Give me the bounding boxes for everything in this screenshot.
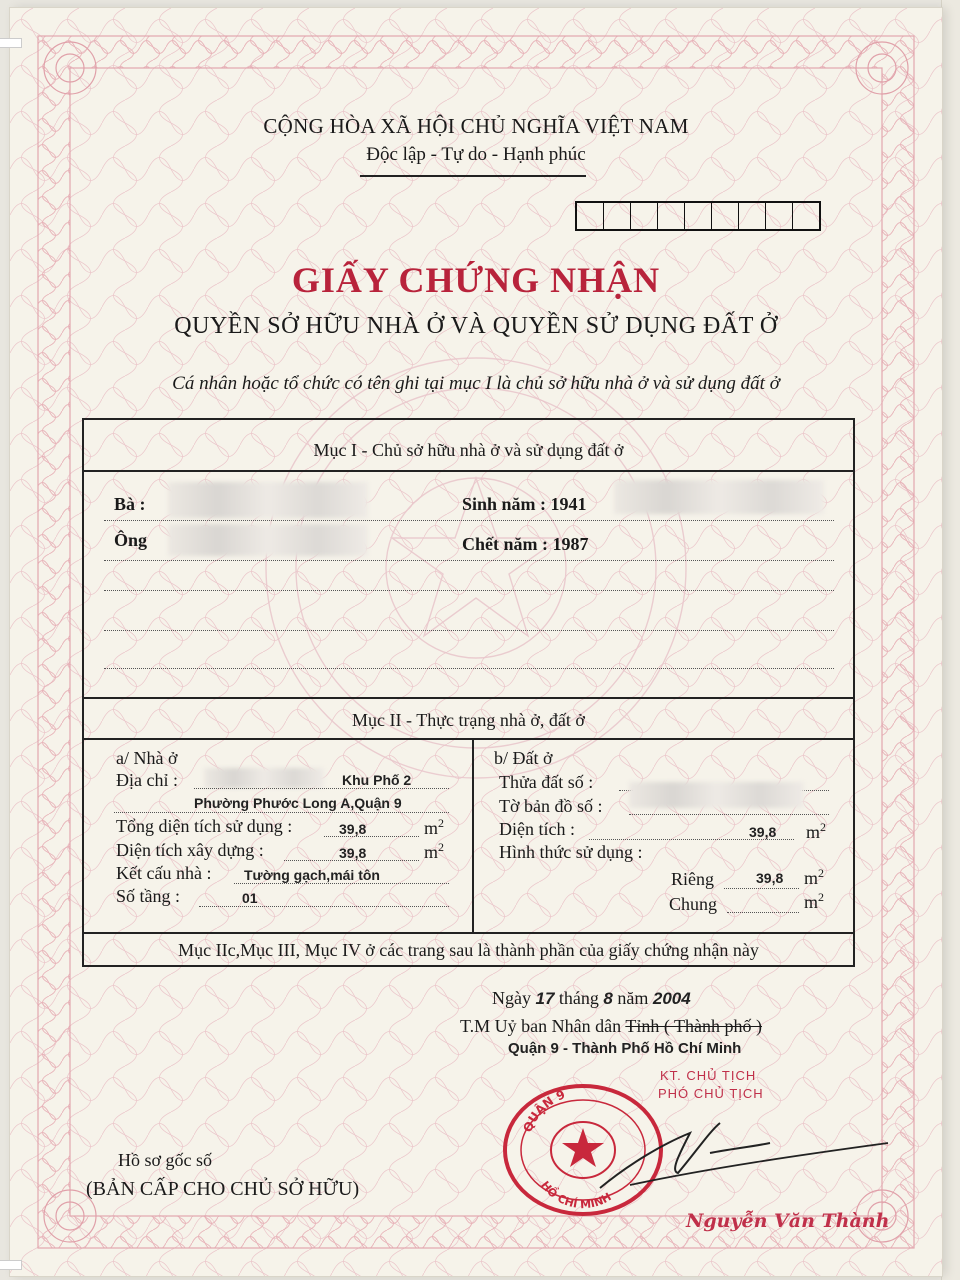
built-area-label: Diện tích xây dựng : xyxy=(116,840,264,860)
dotted-line xyxy=(727,912,799,913)
unit-m2: $m^2$ xyxy=(424,840,445,862)
redacted-name xyxy=(168,524,368,556)
floors-value: 01 xyxy=(242,890,258,906)
section1-title: Mục I - Chủ sở hữu nhà ở và sử dụng đất ở xyxy=(313,440,624,460)
redacted-name xyxy=(168,482,368,518)
intro-text: Cá nhân hoặc tổ chức có tên ghi tại mục I là chủ sở hữu nhà ở và sử dụng đất ở xyxy=(172,373,780,394)
certificate-subtitle: QUYỀN SỞ HỮU NHÀ Ở VÀ QUYỀN SỬ DỤNG ĐẤT Ở xyxy=(174,313,778,339)
date-line xyxy=(492,988,691,1009)
address-label: Địa chỉ : xyxy=(116,770,178,790)
signature xyxy=(570,1093,890,1203)
dotted-line xyxy=(724,888,799,889)
dotted-line xyxy=(589,839,794,840)
republic-name: CỘNG HÒA XÃ HỘI CHỦ NGHĨA VIỆT NAM xyxy=(263,114,689,138)
certificate-page xyxy=(10,8,942,1276)
land-heading: b/ Đất ở xyxy=(494,748,553,768)
shared-label: Chung xyxy=(669,894,718,914)
unit-m2: $m^2$ xyxy=(804,866,825,888)
floors-label: Số tầng : xyxy=(116,886,181,906)
details-frame xyxy=(82,418,855,967)
redacted-address xyxy=(204,768,324,788)
built-area-value: 39,8 xyxy=(339,845,367,861)
dotted-line xyxy=(104,668,834,669)
seal-text-top: QUẬN 9 xyxy=(520,1087,568,1135)
copy-note: (BẢN CẤP CHO CHỦ SỞ HỮU) xyxy=(86,1178,360,1200)
structure-label: Kết cấu nhà : xyxy=(116,863,212,883)
column-divider xyxy=(472,738,474,932)
authority-struck: Tỉnh ( Thành phố ) xyxy=(625,1016,762,1036)
dotted-line xyxy=(104,560,834,561)
birth-year: Sinh năm : 1941 xyxy=(462,494,587,514)
address-value-2: Phường Phước Long A,Quận 9 xyxy=(194,795,402,811)
dotted-line xyxy=(199,906,449,907)
land-area-value: 39,8 xyxy=(749,824,777,840)
dotted-line xyxy=(324,836,419,837)
role-line-1: KT. CHỦ TỊCH xyxy=(660,1068,757,1083)
month-label: tháng xyxy=(558,988,599,1008)
dotted-line xyxy=(114,812,449,813)
divider xyxy=(84,932,853,934)
unit-m2: $m^2$ xyxy=(424,816,445,838)
national-motto: Độc lập - Tự do - Hạnh phúc xyxy=(366,144,586,165)
structure-value: Tường gạch,mái tôn xyxy=(244,867,380,883)
usage-label: Hình thức sử dụng : xyxy=(499,842,643,862)
divider xyxy=(84,470,853,472)
dotted-line xyxy=(104,590,834,591)
seal-text-bottom: HỒ CHÍ MINH xyxy=(538,1178,614,1212)
certificate-title: GIẤY CHỨNG NHẬN xyxy=(291,260,661,300)
dotted-line xyxy=(284,860,419,861)
total-area-label: Tổng diện tích sử dụng : xyxy=(116,816,293,836)
divider xyxy=(84,738,853,740)
map-sheet-label: Tờ bản đồ số : xyxy=(499,796,603,816)
address-value-1: Khu Phố 2 xyxy=(342,772,412,788)
divider xyxy=(84,697,853,699)
unit-m2: $m^2$ xyxy=(806,820,827,842)
death-year: Chết năm : 1987 xyxy=(462,534,589,554)
adjacent-page-edge xyxy=(941,0,960,1280)
dotted-line xyxy=(104,520,834,521)
total-area-value: 39,8 xyxy=(339,821,367,837)
serial-number-box xyxy=(575,201,821,231)
private-value: 39,8 xyxy=(756,870,784,886)
unit-m2: $m^2$ xyxy=(804,890,825,912)
year-value: 2004 xyxy=(652,989,691,1008)
signer-name: Nguyễn Văn Thành xyxy=(686,1210,890,1232)
year-label: năm xyxy=(617,988,649,1008)
dotted-line xyxy=(194,788,449,789)
month-value: 8 xyxy=(603,989,613,1008)
private-label: Riêng xyxy=(671,869,714,889)
day-label: Ngày xyxy=(492,988,531,1008)
motto-underline xyxy=(360,175,586,177)
land-area-label: Diện tích : xyxy=(499,819,575,839)
district: Quận 9 - Thành Phố Hồ Chí Minh xyxy=(508,1040,742,1057)
binding-clip xyxy=(0,38,22,48)
authority: T.M Uỷ ban Nhân dân xyxy=(460,1016,622,1036)
dotted-line xyxy=(234,883,449,884)
footer-note: Mục IIc,Mục III, Mục IV ở các trang sau là thành phần của giấy chứng nhận này xyxy=(178,940,759,960)
parcel-label: Thửa đất số : xyxy=(499,772,594,792)
owner-ba-label: Bà : xyxy=(114,494,146,514)
day-value: 17 xyxy=(535,989,555,1008)
section2-title: Mục II - Thực trạng nhà ở, đất ở xyxy=(352,710,585,730)
dotted-line xyxy=(629,814,829,815)
authority-line xyxy=(460,1016,762,1037)
binding-clip xyxy=(0,1260,22,1270)
role-line-2: PHÓ CHỦ TỊCH xyxy=(658,1086,764,1101)
house-heading: a/ Nhà ở xyxy=(116,748,178,768)
original-file-label: Hồ sơ gốc số xyxy=(118,1150,213,1170)
redacted-field xyxy=(629,782,804,808)
dotted-line xyxy=(104,630,834,631)
owner-ong-label: Ông xyxy=(114,530,148,550)
redacted-field xyxy=(614,480,824,514)
